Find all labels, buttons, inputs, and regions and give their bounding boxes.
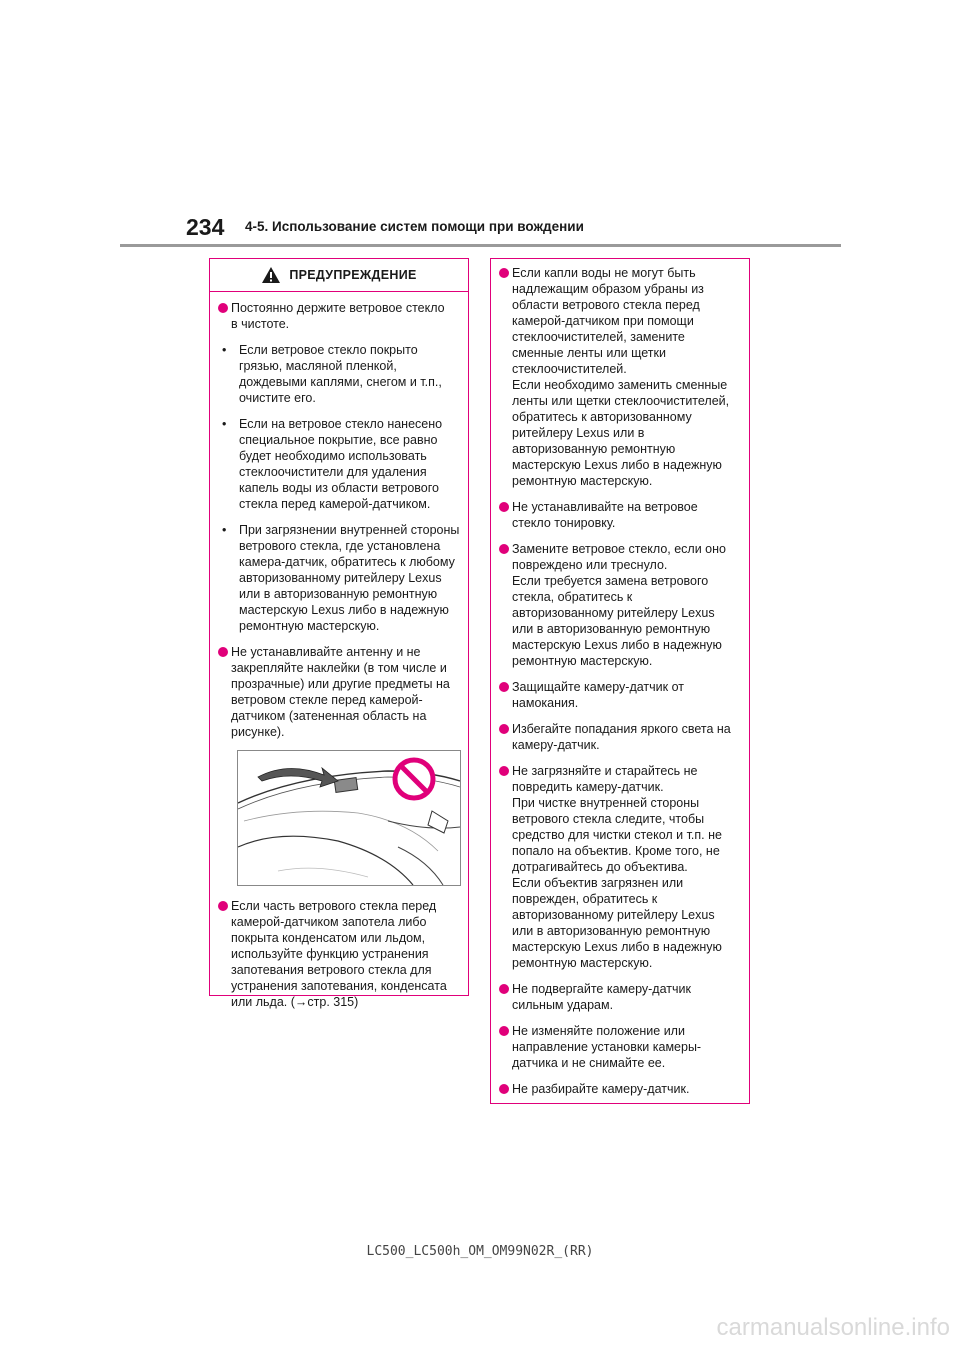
section-title: 4-5. Использование систем помощи при вождении: [245, 219, 584, 234]
bullet-item: [499, 679, 741, 711]
sub-bullet-marker: •: [222, 343, 227, 357]
bullet-text: Если часть ветрового стекла перед камерой-датчиком запотела либо покрыта конденсатом или льдом, используйте функцию устранения запотевания ветрового стекла для устранения запотевания, конденсата или льда. (→стр. 315): [231, 899, 447, 1009]
bullet-text: Не устанавливайте антенну и не закрепляйте наклейки (в том числе и прозрачные) или другие предметы на ветровом стекле перед камерой- датчиком (затененная область на рисунке).: [231, 645, 450, 739]
bullet-text: Если капли воды не могут быть надлежащим образом убраны из области ветрового стекла перед камерой-датчиком при помощи стеклоочистителей, замените сменные ленты или щетки стеклоочистителей. Если необходимо заменить сменные ленты или щетки стеклоочистителей, обратитесь к авторизованному ритейлеру Lexus или в авторизованную ремонтную мастерскую Lexus либо в надежную ремонтную мастерскую.: [512, 266, 730, 488]
warning-continued-body: [491, 265, 749, 1097]
warning-continued-box: [490, 258, 750, 1104]
sub-item-text: При загрязнении внутренней стороны ветрового стекла, где установлена камера-датчик, обратитесь к любому авторизованному ритейлеру Lexus или в авторизованную ремонтную мастерскую Lexus либо в надежную ремонтную мастерскую.: [239, 523, 460, 633]
bullet-text: Не разбирайте камеру-датчик.: [512, 1082, 690, 1096]
warning-box: [209, 258, 469, 1009]
bullet-icon: [499, 1026, 509, 1036]
bullet-text: Не загрязняйте и старайтесь не повредить камеру-датчик. При чистке внутренней стороны ветрового стекла следите, чтобы средство для чистки стекол и т.п. не попало на объектив. Кроме того, не дотрагивайтесь до объектива. Если объектив загрязнен или поврежден, обратитесь к авторизованному ритейлеру Lexus или в авторизованную ремонтную мастерскую Lexus либо в надежную ремонтную мастерскую.: [512, 764, 722, 970]
bullet-icon: [499, 724, 509, 734]
windshield-illustration: [237, 750, 461, 886]
watermark: carmanualsonline.info: [716, 1314, 950, 1341]
warning-body: [210, 292, 468, 1010]
document-code: LC500_LC500h_OM_OM99N02R_(RR): [366, 1244, 594, 1259]
bullet-text: Постоянно держите ветровое стекло в чистоте.: [231, 301, 445, 331]
bullet-icon: [218, 901, 228, 911]
bullet-item: [218, 300, 460, 332]
bullet-item: [499, 763, 741, 971]
bullet-item: [499, 499, 741, 531]
bullet-text: Избегайте попадания яркого света на камеру-датчик.: [512, 722, 731, 752]
bullet-icon: [218, 303, 228, 313]
bullet-text: Не изменяйте положение или направление установки камеры- датчика и не снимайте ее.: [512, 1024, 702, 1070]
warning-title: ПРЕДУПРЕЖДЕНИЕ: [289, 268, 417, 282]
bullet-text: Не устанавливайте на ветровое стекло тонировку.: [512, 500, 698, 530]
header-rule: [120, 244, 841, 247]
bullet-item: [218, 644, 460, 740]
bullet-icon: [499, 502, 509, 512]
bullet-text: Защищайте камеру-датчик от намокания.: [512, 680, 684, 710]
bullet-icon: [499, 984, 509, 994]
sub-item: [218, 342, 460, 406]
sub-bullet-marker: •: [222, 523, 227, 537]
sub-bullet-marker: •: [222, 417, 227, 431]
bullet-icon: [499, 682, 509, 692]
bullet-icon: [499, 268, 509, 278]
bullet-item: [499, 265, 741, 489]
warning-triangle-icon: [261, 266, 281, 284]
sub-item: [218, 522, 460, 634]
bullet-item: [218, 898, 460, 1010]
bullet-item: [499, 981, 741, 1013]
bullet-item: [499, 1081, 741, 1097]
warning-header: [210, 259, 468, 292]
sub-item-text: Если ветровое стекло покрыто грязью, масляной пленкой, дождевыми каплями, снегом и т.п., очистите его.: [239, 343, 442, 405]
bullet-text: Не подвергайте камеру-датчик сильным ударам.: [512, 982, 691, 1012]
bullet-item: [499, 1023, 741, 1071]
page-number: 234: [186, 214, 225, 240]
bullet-text: Замените ветровое стекло, если оно повреждено или треснуло. Если требуется замена ветрового стекла, обратитесь к авторизованному ритейлеру Lexus или в авторизованную ремонтную мастерскую Lexus либо в надежную ремонтную мастерскую.: [512, 542, 726, 668]
bullet-icon: [499, 766, 509, 776]
bullet-icon: [218, 647, 228, 657]
bullet-item: [499, 721, 741, 753]
bullet-item: [499, 541, 741, 669]
bullet-icon: [499, 544, 509, 554]
bullet-icon: [499, 1084, 509, 1094]
sub-item: [218, 416, 460, 512]
sub-item-text: Если на ветровое стекло нанесено специальное покрытие, все равно будет необходимо использовать стеклоочистители для удаления капель воды из области ветрового стекла перед камерой-датчиком.: [239, 417, 443, 511]
windshield-drawing: [238, 751, 460, 885]
